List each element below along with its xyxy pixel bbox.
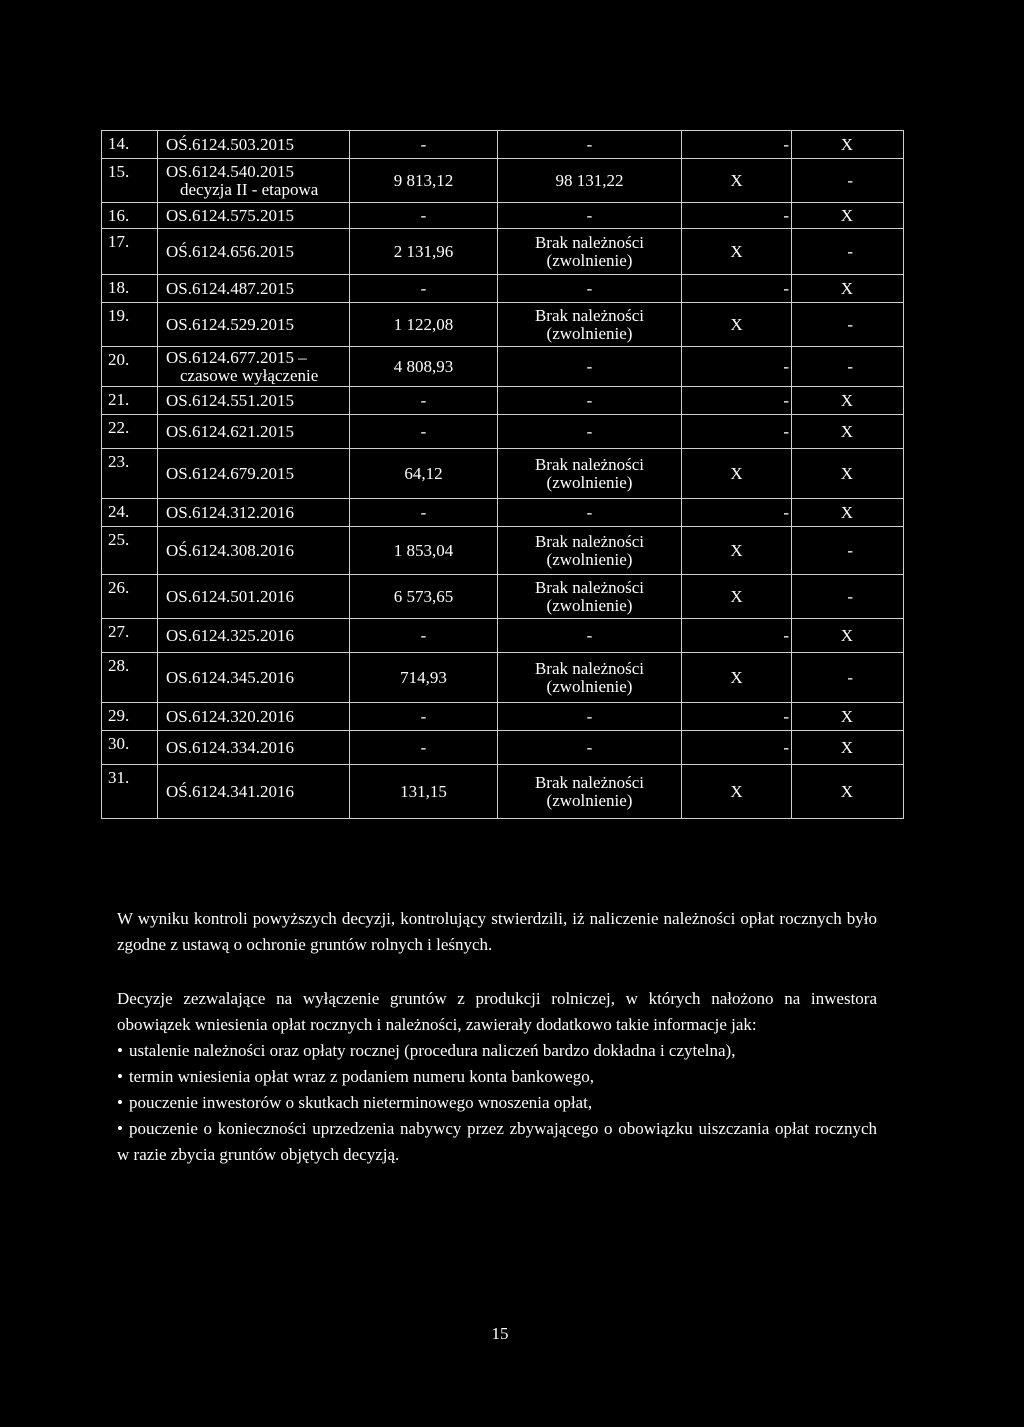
list-item xyxy=(117,1116,877,1168)
mark-value-2: - xyxy=(847,586,853,606)
status-cell xyxy=(498,731,682,765)
mark-value-1: X xyxy=(730,241,743,261)
amount-cell xyxy=(350,229,498,275)
mark-cell-1 xyxy=(682,731,792,765)
table-row xyxy=(102,575,904,619)
mark-value-1: X xyxy=(730,463,743,483)
amount-value: 714,93 xyxy=(400,667,447,687)
row-number-cell xyxy=(102,387,158,415)
status-cell xyxy=(498,159,682,203)
mark-value-1: - xyxy=(783,390,789,410)
mark-cell-1 xyxy=(682,765,792,819)
amount-value: 1 122,08 xyxy=(393,314,454,334)
decision-ref: OS.6124.501.2016 xyxy=(166,586,294,606)
decision-info-section xyxy=(117,986,877,1168)
mark-value-1: X xyxy=(730,314,743,334)
table-row xyxy=(102,387,904,415)
status-cell xyxy=(498,527,682,575)
mark-cell-2 xyxy=(792,703,904,731)
mark-value-1: X xyxy=(730,667,743,687)
row-number: 17. xyxy=(108,232,130,251)
amount-value: 4 808,93 xyxy=(393,356,454,376)
amount-cell xyxy=(350,131,498,159)
mark-cell-1 xyxy=(682,575,792,619)
decision-ref: OS.6124.312.2016 xyxy=(166,502,294,522)
mark-value-2: X xyxy=(840,390,853,410)
amount-value: 64,12 xyxy=(404,463,443,483)
conclusion-paragraph xyxy=(117,906,877,958)
mark-cell-2 xyxy=(792,203,904,229)
row-number: 27. xyxy=(108,622,130,641)
amount-cell xyxy=(350,731,498,765)
decision-ref-cell xyxy=(158,703,350,731)
mark-cell-1 xyxy=(682,347,792,387)
mark-value-2: - xyxy=(847,170,853,190)
mark-cell-1 xyxy=(682,131,792,159)
decisions-table xyxy=(101,130,904,819)
amount-value: - xyxy=(420,625,427,645)
row-number-cell xyxy=(102,499,158,527)
row-number: 19. xyxy=(108,306,130,325)
status-cell xyxy=(498,415,682,449)
decision-ref-cell xyxy=(158,131,350,159)
decision-ref: OS.6124.529.2015 xyxy=(166,314,294,334)
mark-cell-1 xyxy=(682,499,792,527)
amount-cell xyxy=(350,527,498,575)
status-note: (zwolnienie) xyxy=(546,323,633,343)
status-note: (zwolnienie) xyxy=(546,790,633,810)
row-number: 30. xyxy=(108,734,130,753)
status-value: Brak należności xyxy=(534,772,645,792)
mark-value-1: X xyxy=(730,540,743,560)
table-row xyxy=(102,619,904,653)
mark-cell-1 xyxy=(682,619,792,653)
status-cell xyxy=(498,275,682,303)
table-row xyxy=(102,703,904,731)
status-note: (zwolnienie) xyxy=(546,472,633,492)
status-note: (zwolnienie) xyxy=(546,676,633,696)
mark-cell-1 xyxy=(682,159,792,203)
status-value: - xyxy=(586,706,593,726)
decision-ref-note: czasowe wyłączenie xyxy=(180,365,319,385)
mark-cell-1 xyxy=(682,653,792,703)
status-value: 98 131,22 xyxy=(555,170,624,190)
mark-cell-1 xyxy=(682,303,792,347)
decision-ref-cell xyxy=(158,203,350,229)
mark-value-2: X xyxy=(840,421,853,441)
mark-value-2: X xyxy=(840,706,853,726)
row-number-cell xyxy=(102,131,158,159)
mark-value-2: X xyxy=(840,134,853,154)
mark-cell-1 xyxy=(682,527,792,575)
decision-ref: OS.6124.551.2015 xyxy=(166,390,294,410)
amount-value: 131,15 xyxy=(400,781,447,801)
row-number-cell xyxy=(102,229,158,275)
table-row xyxy=(102,159,904,203)
decision-ref: OŚ.6124.341.2016 xyxy=(166,781,294,801)
mark-value-1: - xyxy=(783,706,789,726)
status-value: Brak należności xyxy=(534,658,645,678)
mark-cell-2 xyxy=(792,527,904,575)
mark-cell-2 xyxy=(792,653,904,703)
row-number: 21. xyxy=(108,390,130,409)
amount-cell xyxy=(350,575,498,619)
decision-ref-cell xyxy=(158,527,350,575)
status-value: - xyxy=(586,205,593,225)
mark-cell-2 xyxy=(792,275,904,303)
row-number-cell xyxy=(102,703,158,731)
decision-ref: OS.6124.487.2015 xyxy=(166,278,294,298)
mark-cell-2 xyxy=(792,131,904,159)
status-value: - xyxy=(586,625,593,645)
decision-info-intro: Decyzje zezwalające na wyłączenie gruntów z produkcji rolniczej, w których nałożono na inwestora obowiązek wniesienia opłat rocznych i należności, zawierały dodatkowo takie informacje jak: xyxy=(117,989,877,1034)
status-cell xyxy=(498,703,682,731)
amount-cell xyxy=(350,415,498,449)
status-value: Brak należności xyxy=(534,531,645,551)
amount-cell xyxy=(350,499,498,527)
amount-cell xyxy=(350,347,498,387)
status-note: (zwolnienie) xyxy=(546,250,633,270)
amount-cell xyxy=(350,653,498,703)
decision-ref-cell xyxy=(158,415,350,449)
mark-cell-2 xyxy=(792,499,904,527)
mark-cell-1 xyxy=(682,387,792,415)
mark-value-2: - xyxy=(847,314,853,334)
conclusion-text: W wyniku kontroli powyższych decyzji, kontrolujący stwierdzili, iż naliczenie należności opłat rocznych było zgodne z ustawą o ochronie gruntów rolnych i leśnych. xyxy=(117,909,877,954)
list-item-text: ustalenie należności oraz opłaty rocznej (procedura naliczeń bardzo dokładna i czytelna), xyxy=(128,1041,736,1060)
bullet-icon: • xyxy=(117,1119,123,1138)
amount-cell xyxy=(350,275,498,303)
status-value: Brak należności xyxy=(534,577,645,597)
status-cell xyxy=(498,387,682,415)
amount-cell xyxy=(350,619,498,653)
decision-ref-cell xyxy=(158,653,350,703)
list-item-text: pouczenie inwestorów o skutkach nieterminowego wnoszenia opłat, xyxy=(128,1093,593,1112)
status-cell xyxy=(498,449,682,499)
mark-cell-2 xyxy=(792,303,904,347)
decisions-table-body xyxy=(102,131,904,819)
decision-ref-cell xyxy=(158,159,350,203)
amount-value: - xyxy=(420,390,427,410)
mark-value-2: - xyxy=(847,356,853,376)
amount-cell xyxy=(350,387,498,415)
mark-value-1: X xyxy=(730,170,743,190)
status-cell xyxy=(498,347,682,387)
decision-ref: OŚ.6124.503.2015 xyxy=(166,134,294,154)
status-value: - xyxy=(586,421,593,441)
list-item xyxy=(117,1064,877,1090)
mark-cell-2 xyxy=(792,347,904,387)
decision-ref-cell xyxy=(158,731,350,765)
status-cell xyxy=(498,765,682,819)
mark-value-1: - xyxy=(783,737,789,757)
mark-cell-2 xyxy=(792,731,904,765)
row-number-cell xyxy=(102,347,158,387)
row-number: 28. xyxy=(108,656,130,675)
decision-ref-cell xyxy=(158,275,350,303)
decision-ref: OŚ.6124.656.2015 xyxy=(166,241,294,261)
status-cell xyxy=(498,499,682,527)
row-number-cell xyxy=(102,203,158,229)
mark-cell-2 xyxy=(792,415,904,449)
row-number-cell xyxy=(102,275,158,303)
bullet-icon: • xyxy=(117,1093,123,1112)
mark-value-2: X xyxy=(840,463,853,483)
amount-value: 6 573,65 xyxy=(393,586,454,606)
mark-cell-1 xyxy=(682,229,792,275)
amount-cell xyxy=(350,303,498,347)
status-value: - xyxy=(586,390,593,410)
table-row xyxy=(102,229,904,275)
row-number-cell xyxy=(102,653,158,703)
row-number-cell xyxy=(102,619,158,653)
status-cell xyxy=(498,575,682,619)
amount-value: - xyxy=(420,706,427,726)
mark-value-2: - xyxy=(847,540,853,560)
decision-ref: OS.6124.679.2015 xyxy=(166,463,294,483)
decision-ref: OS.6124.325.2016 xyxy=(166,625,294,645)
list-item xyxy=(117,1038,877,1064)
row-number: 26. xyxy=(108,578,130,597)
row-number: 14. xyxy=(108,134,130,153)
status-value: - xyxy=(586,356,593,376)
decision-ref: OS.6124.540.2015 xyxy=(166,161,294,181)
amount-value: 2 131,96 xyxy=(393,241,454,261)
mark-cell-1 xyxy=(682,275,792,303)
list-item-text: pouczenie o konieczności uprzedzenia nabywcy przez zbywającego o obowiązku uiszczania opłat rocznych w razie zbycia gruntów objętych decyzją. xyxy=(117,1119,877,1164)
mark-value-1: - xyxy=(783,356,789,376)
list-item xyxy=(117,1090,877,1116)
status-value: - xyxy=(586,278,593,298)
mark-value-1: - xyxy=(783,278,789,298)
row-number: 18. xyxy=(108,278,130,297)
mark-value-2: X xyxy=(840,278,853,298)
amount-cell xyxy=(350,203,498,229)
mark-value-1: - xyxy=(783,134,789,154)
decision-ref: OS.6124.677.2015 – xyxy=(166,347,307,367)
decision-ref-cell xyxy=(158,387,350,415)
status-value: Brak należności xyxy=(534,305,645,325)
bullet-icon: • xyxy=(117,1067,123,1086)
status-value: - xyxy=(586,737,593,757)
mark-cell-2 xyxy=(792,575,904,619)
row-number-cell xyxy=(102,527,158,575)
mark-value-1: X xyxy=(730,586,743,606)
mark-cell-2 xyxy=(792,619,904,653)
amount-value: - xyxy=(420,502,427,522)
table-row xyxy=(102,415,904,449)
row-number: 16. xyxy=(108,206,130,225)
decision-ref-cell xyxy=(158,765,350,819)
table-row xyxy=(102,653,904,703)
row-number: 22. xyxy=(108,418,130,437)
table-row xyxy=(102,499,904,527)
row-number-cell xyxy=(102,575,158,619)
amount-value: - xyxy=(420,134,427,154)
row-number: 20. xyxy=(108,350,130,369)
page-number: 15 xyxy=(491,1324,509,1343)
mark-cell-2 xyxy=(792,229,904,275)
bullet-icon: • xyxy=(117,1041,123,1060)
row-number-cell xyxy=(102,159,158,203)
mark-value-2: - xyxy=(847,241,853,261)
mark-cell-2 xyxy=(792,765,904,819)
table-row xyxy=(102,527,904,575)
status-note: (zwolnienie) xyxy=(546,595,633,615)
mark-value-1: X xyxy=(730,781,743,801)
decision-ref: OS.6124.621.2015 xyxy=(166,421,294,441)
mark-value-2: X xyxy=(840,205,853,225)
amount-value: - xyxy=(420,278,427,298)
status-cell xyxy=(498,619,682,653)
list-item-text: termin wniesienia opłat wraz z podaniem numeru konta bankowego, xyxy=(128,1067,594,1086)
mark-cell-1 xyxy=(682,449,792,499)
amount-value: - xyxy=(420,205,427,225)
mark-value-1: - xyxy=(783,421,789,441)
table-row xyxy=(102,731,904,765)
decision-ref-cell xyxy=(158,619,350,653)
decision-ref: OS.6124.575.2015 xyxy=(166,205,294,225)
status-value: Brak należności xyxy=(534,454,645,474)
row-number: 15. xyxy=(108,162,130,181)
table-row xyxy=(102,449,904,499)
decision-ref: OS.6124.345.2016 xyxy=(166,667,294,687)
table-row xyxy=(102,203,904,229)
decision-ref: OŚ.6124.308.2016 xyxy=(166,540,294,560)
status-cell xyxy=(498,229,682,275)
mark-value-1: - xyxy=(783,205,789,225)
amount-cell xyxy=(350,159,498,203)
decision-ref: OS.6124.320.2016 xyxy=(166,706,294,726)
mark-cell-1 xyxy=(682,203,792,229)
decision-ref-cell xyxy=(158,347,350,387)
amount-cell xyxy=(350,449,498,499)
mark-value-2: X xyxy=(840,502,853,522)
mark-value-2: X xyxy=(840,737,853,757)
mark-value-1: - xyxy=(783,502,789,522)
row-number-cell xyxy=(102,449,158,499)
status-cell xyxy=(498,131,682,159)
table-row xyxy=(102,347,904,387)
decision-ref-cell xyxy=(158,303,350,347)
status-value: Brak należności xyxy=(534,232,645,252)
row-number-cell xyxy=(102,731,158,765)
row-number: 23. xyxy=(108,452,130,471)
mark-value-2: - xyxy=(847,667,853,687)
mark-value-2: X xyxy=(840,781,853,801)
status-value: - xyxy=(586,502,593,522)
status-cell xyxy=(498,653,682,703)
table-row xyxy=(102,303,904,347)
mark-cell-1 xyxy=(682,703,792,731)
decision-ref-cell xyxy=(158,575,350,619)
mark-value-2: X xyxy=(840,625,853,645)
table-row xyxy=(102,131,904,159)
status-value: - xyxy=(586,134,593,154)
row-number: 24. xyxy=(108,502,130,521)
status-cell xyxy=(498,203,682,229)
decision-ref: OS.6124.334.2016 xyxy=(166,737,294,757)
amount-value: - xyxy=(420,737,427,757)
row-number-cell xyxy=(102,303,158,347)
decision-ref-cell xyxy=(158,499,350,527)
status-note: (zwolnienie) xyxy=(546,549,633,569)
decision-ref-cell xyxy=(158,449,350,499)
amount-value: 1 853,04 xyxy=(393,540,454,560)
row-number-cell xyxy=(102,765,158,819)
amount-value: 9 813,12 xyxy=(393,170,454,190)
mark-cell-2 xyxy=(792,449,904,499)
decision-ref-cell xyxy=(158,229,350,275)
amount-cell xyxy=(350,765,498,819)
mark-cell-2 xyxy=(792,387,904,415)
mark-value-1: - xyxy=(783,625,789,645)
decision-ref-note: decyzja II - etapowa xyxy=(180,179,319,199)
amount-value: - xyxy=(420,421,427,441)
mark-cell-1 xyxy=(682,415,792,449)
table-row xyxy=(102,275,904,303)
status-cell xyxy=(498,303,682,347)
decision-info-list xyxy=(117,1038,877,1168)
row-number: 25. xyxy=(108,530,130,549)
mark-cell-2 xyxy=(792,159,904,203)
row-number-cell xyxy=(102,415,158,449)
row-number: 31. xyxy=(108,768,130,787)
amount-cell xyxy=(350,703,498,731)
table-row xyxy=(102,765,904,819)
row-number: 29. xyxy=(108,706,130,725)
